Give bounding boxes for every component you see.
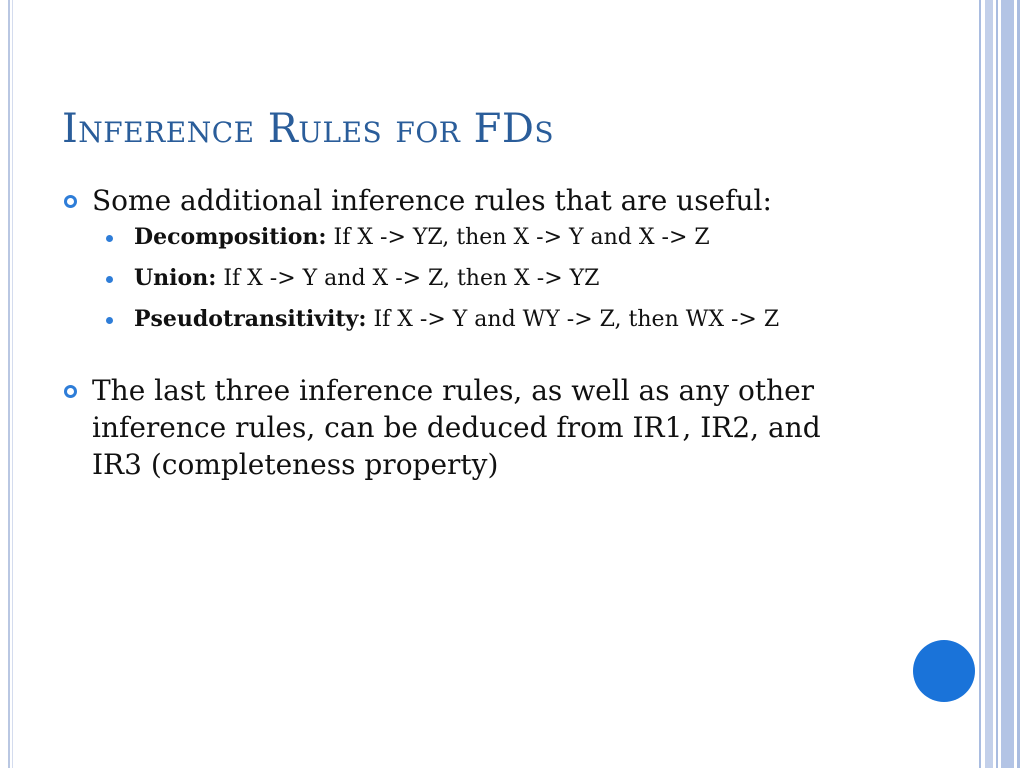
right-stripe	[1001, 0, 1014, 768]
ring-bullet-icon	[64, 385, 77, 398]
rule-term: Union:	[134, 265, 217, 291]
sub-bullet-item	[62, 223, 892, 252]
sub-bullet-list	[62, 223, 892, 334]
slide-content	[62, 182, 892, 483]
dot-bullet-icon	[106, 235, 113, 242]
rule-text: If X -> Y and X -> Z, then X -> YZ	[216, 266, 600, 291]
sub-bullet-item	[62, 264, 892, 293]
left-border-line-inner	[12, 0, 13, 768]
bullet-item	[62, 372, 852, 483]
bullet-text: Some additional inference rules that are useful:	[92, 184, 772, 217]
sub-bullet-item	[62, 305, 834, 334]
ring-bullet-icon	[64, 195, 77, 208]
rule-text: If X -> YZ, then X -> Y and X -> Z	[326, 225, 710, 250]
dot-bullet-icon	[106, 276, 113, 283]
decorative-circle	[913, 640, 975, 702]
right-stripe	[1017, 0, 1020, 768]
right-stripe	[985, 0, 993, 768]
right-stripe	[979, 0, 981, 768]
right-stripe	[996, 0, 998, 768]
bullet-item	[62, 182, 892, 219]
slide-title: Inference Rules for FDs	[62, 106, 555, 152]
left-border-line	[8, 0, 10, 768]
rule-term: Decomposition:	[134, 224, 327, 250]
bullet-text: The last three inference rules, as well as any other inference rules, can be deduced from IR1, IR2, and IR3 (completeness property)	[92, 374, 821, 481]
dot-bullet-icon	[106, 317, 113, 324]
rule-text: If X -> Y and WY -> Z, then WX -> Z	[366, 307, 780, 332]
rule-term: Pseudotransitivity:	[134, 306, 367, 332]
